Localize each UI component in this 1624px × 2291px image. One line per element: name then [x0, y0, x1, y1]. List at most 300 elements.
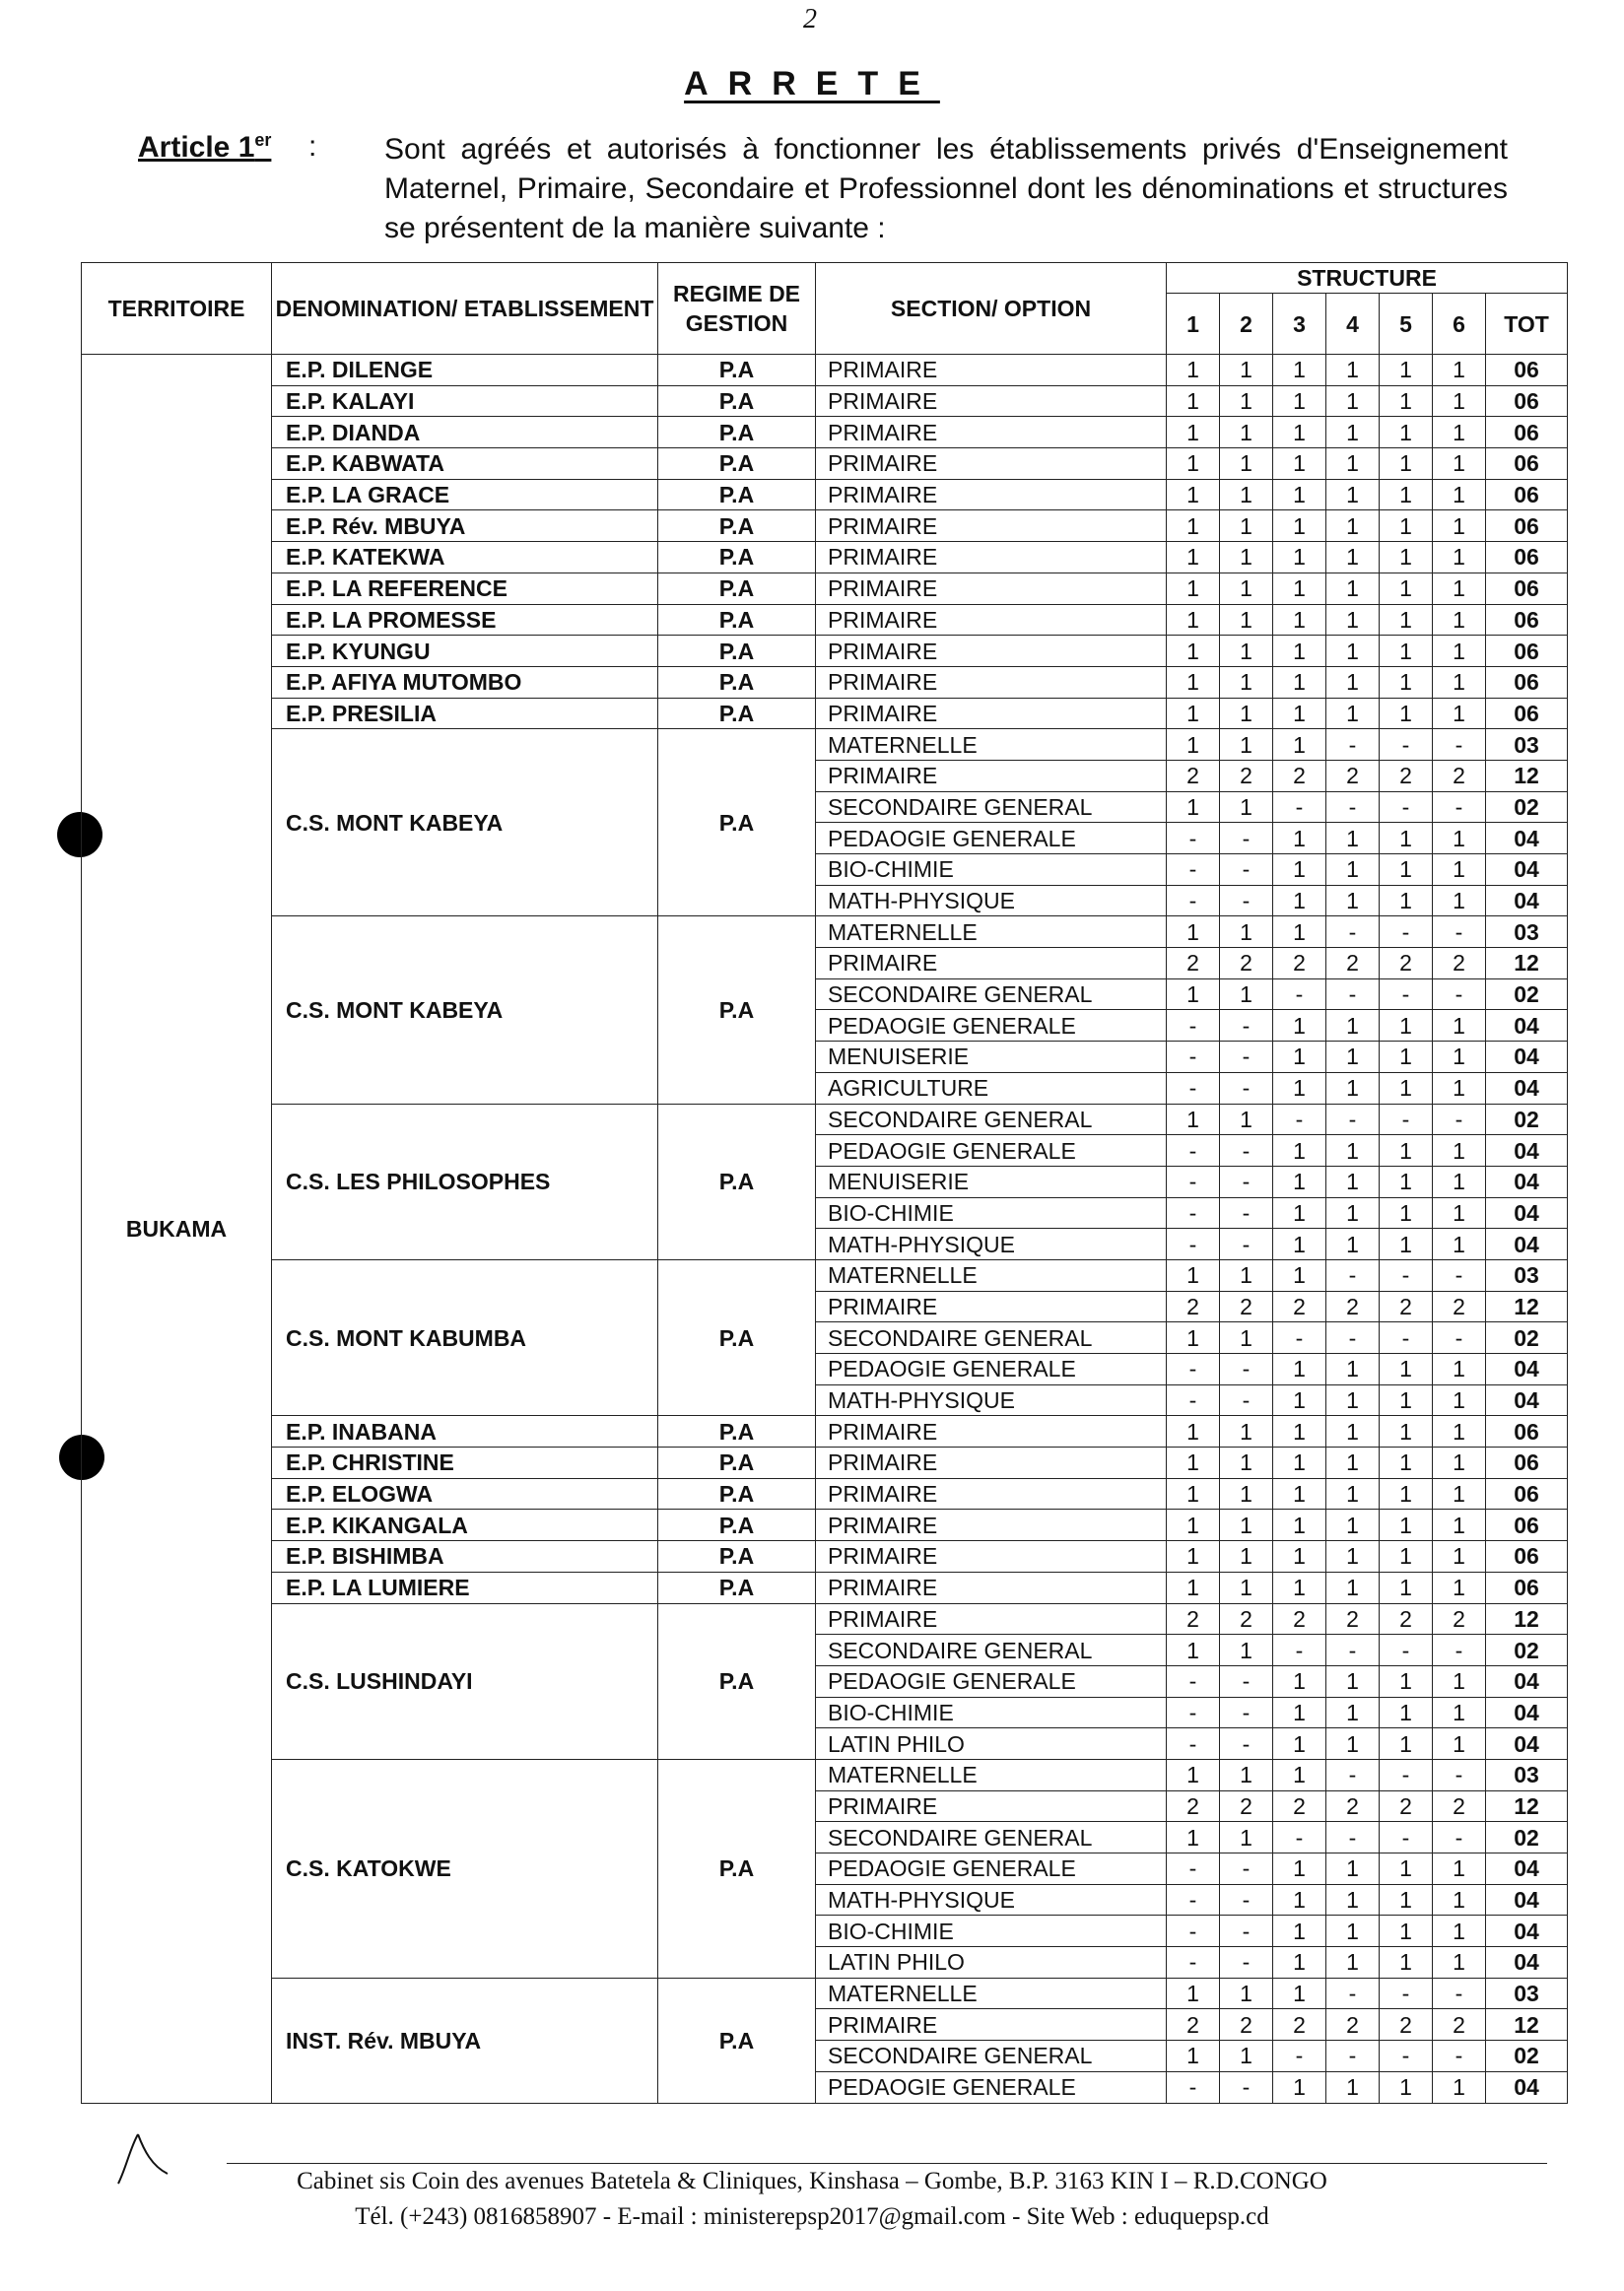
structure-cell: 1 — [1220, 1759, 1273, 1790]
structure-cell: 1 — [1220, 385, 1273, 417]
section-option-cell: SECONDAIRE GENERAL — [816, 1635, 1167, 1666]
structure-cell: - — [1167, 2071, 1220, 2103]
table-body — [82, 355, 1568, 2104]
structure-cell: - — [1273, 791, 1326, 823]
section-option-cell: PRIMAIRE — [816, 1541, 1167, 1573]
table-row — [82, 1259, 1568, 1291]
structure-cell: - — [1220, 1697, 1273, 1728]
structure-cell: - — [1220, 1884, 1273, 1916]
structure-cell: - — [1167, 1229, 1220, 1260]
structure-cell: 1 — [1326, 355, 1380, 386]
regime-cell: P.A — [658, 604, 816, 636]
structure-cell: 1 — [1167, 604, 1220, 636]
structure-cell: 1 — [1273, 1259, 1326, 1291]
structure-cell: 1 — [1220, 698, 1273, 729]
section-option-cell: BIO-CHIMIE — [816, 1916, 1167, 1947]
section-option-cell: PRIMAIRE — [816, 1448, 1167, 1479]
structure-cell: 1 — [1380, 885, 1433, 916]
structure-cell: 1 — [1220, 2041, 1273, 2072]
article-label-sup: er — [254, 130, 272, 150]
structure-cell: - — [1326, 2041, 1380, 2072]
table-row — [82, 355, 1568, 386]
structure-cell: 1 — [1433, 448, 1486, 480]
structure-cell: 1 — [1380, 1354, 1433, 1385]
structure-cell: 1 — [1273, 636, 1326, 667]
structure-cell: 1 — [1326, 1572, 1380, 1603]
structure-cell: - — [1273, 1104, 1326, 1135]
structure-cell: 1 — [1167, 1759, 1220, 1790]
structure-cell: 1 — [1380, 573, 1433, 604]
structure-cell: 1 — [1220, 978, 1273, 1010]
section-option-cell: LATIN PHILO — [816, 1728, 1167, 1760]
structure-cell: 1 — [1167, 1822, 1220, 1853]
structure-cell: 1 — [1220, 1416, 1273, 1448]
structure-cell: 2 — [1380, 1291, 1433, 1322]
structure-cell: 1 — [1433, 885, 1486, 916]
structure-cell: - — [1167, 885, 1220, 916]
structure-cell: 2 — [1167, 760, 1220, 791]
structure-cell: - — [1326, 1104, 1380, 1135]
structure-cell: - — [1326, 791, 1380, 823]
structure-cell: 1 — [1380, 1697, 1433, 1728]
structure-cell: 1 — [1433, 1697, 1486, 1728]
regime-cell: P.A — [658, 636, 816, 667]
structure-cell: - — [1220, 823, 1273, 854]
structure-cell: 1 — [1326, 1728, 1380, 1760]
structure-cell: 1 — [1380, 2071, 1433, 2103]
structure-cell: 1 — [1167, 573, 1220, 604]
header-col-6: 6 — [1433, 294, 1486, 355]
structure-cell: 2 — [1167, 1291, 1220, 1322]
structure-cell: 2 — [1220, 1291, 1273, 1322]
structure-cell: - — [1433, 2041, 1486, 2072]
section-option-cell: PRIMAIRE — [816, 1603, 1167, 1635]
regime-cell: P.A — [658, 916, 816, 1104]
structure-cell: 1 — [1167, 1104, 1220, 1135]
total-cell: 04 — [1486, 1947, 1568, 1979]
total-cell: 06 — [1486, 1478, 1568, 1510]
structure-cell: - — [1380, 1259, 1433, 1291]
structure-cell: 1 — [1433, 698, 1486, 729]
section-option-cell: MATH-PHYSIQUE — [816, 1884, 1167, 1916]
structure-cell: - — [1220, 1010, 1273, 1042]
section-option-cell: PRIMAIRE — [816, 355, 1167, 386]
total-cell: 04 — [1486, 1042, 1568, 1073]
section-option-cell: SECONDAIRE GENERAL — [816, 1822, 1167, 1853]
structure-cell: 1 — [1433, 2071, 1486, 2103]
structure-cell: - — [1380, 1635, 1433, 1666]
structure-cell: 1 — [1433, 1448, 1486, 1479]
structure-cell: 1 — [1167, 1541, 1220, 1573]
section-option-cell: BIO-CHIMIE — [816, 854, 1167, 886]
regime-cell: P.A — [658, 417, 816, 448]
structure-cell: - — [1433, 1759, 1486, 1790]
structure-cell: 1 — [1273, 1010, 1326, 1042]
structure-cell: 1 — [1167, 355, 1220, 386]
structure-cell: 1 — [1380, 542, 1433, 573]
structure-cell: - — [1433, 729, 1486, 761]
structure-cell: 1 — [1273, 1229, 1326, 1260]
section-option-cell: PRIMAIRE — [816, 542, 1167, 573]
header-col-1: 1 — [1167, 294, 1220, 355]
structure-cell: - — [1380, 1322, 1433, 1354]
structure-cell: - — [1220, 1072, 1273, 1104]
structure-cell: 1 — [1167, 791, 1220, 823]
structure-cell: 1 — [1433, 1541, 1486, 1573]
total-cell: 06 — [1486, 636, 1568, 667]
structure-cell: 1 — [1167, 1478, 1220, 1510]
table-row — [82, 1448, 1568, 1479]
section-option-cell: PRIMAIRE — [816, 636, 1167, 667]
structure-cell: 1 — [1433, 636, 1486, 667]
structure-cell: 1 — [1167, 1416, 1220, 1448]
structure-cell: 1 — [1167, 916, 1220, 948]
structure-cell: - — [1380, 1104, 1433, 1135]
structure-cell: 1 — [1380, 666, 1433, 698]
section-option-cell: MATERNELLE — [816, 1759, 1167, 1790]
structure-cell: 1 — [1326, 1510, 1380, 1541]
structure-cell: 1 — [1273, 1166, 1326, 1197]
structure-cell: 1 — [1433, 510, 1486, 542]
school-name-cell: E.P. LA LUMIERE — [272, 1572, 658, 1603]
section-option-cell: PRIMAIRE — [816, 1416, 1167, 1448]
structure-cell: 1 — [1326, 698, 1380, 729]
structure-cell: 1 — [1433, 1853, 1486, 1885]
structure-cell: - — [1433, 916, 1486, 948]
structure-cell: 1 — [1220, 1448, 1273, 1479]
structure-cell: 1 — [1433, 604, 1486, 636]
regime-cell: P.A — [658, 1416, 816, 1448]
total-cell: 12 — [1486, 1603, 1568, 1635]
structure-cell: 1 — [1433, 542, 1486, 573]
structure-cell: - — [1326, 916, 1380, 948]
structure-cell: 2 — [1433, 2009, 1486, 2041]
school-name-cell: E.P. LA PROMESSE — [272, 604, 658, 636]
structure-cell: - — [1380, 978, 1433, 1010]
regime-cell: P.A — [658, 666, 816, 698]
structure-cell: 1 — [1273, 604, 1326, 636]
header-col-3: 3 — [1273, 294, 1326, 355]
regime-cell: P.A — [658, 448, 816, 480]
school-name-cell: E.P. KATEKWA — [272, 542, 658, 573]
structure-cell: 1 — [1220, 573, 1273, 604]
structure-cell: 2 — [1380, 2009, 1433, 2041]
structure-cell: 2 — [1326, 1603, 1380, 1635]
structure-cell: 1 — [1167, 448, 1220, 480]
total-cell: 12 — [1486, 760, 1568, 791]
total-cell: 04 — [1486, 1072, 1568, 1104]
section-option-cell: BIO-CHIMIE — [816, 1197, 1167, 1229]
total-cell: 04 — [1486, 1884, 1568, 1916]
structure-cell: 1 — [1220, 1259, 1273, 1291]
structure-cell: 1 — [1273, 510, 1326, 542]
total-cell: 06 — [1486, 1572, 1568, 1603]
structure-cell: - — [1273, 978, 1326, 1010]
total-cell: 03 — [1486, 1759, 1568, 1790]
table-row — [82, 698, 1568, 729]
table-row — [82, 1541, 1568, 1573]
structure-cell: - — [1220, 1042, 1273, 1073]
total-cell: 04 — [1486, 1135, 1568, 1167]
structure-cell: 1 — [1380, 1416, 1433, 1448]
structure-cell: - — [1380, 729, 1433, 761]
total-cell: 06 — [1486, 1416, 1568, 1448]
structure-cell: 1 — [1433, 823, 1486, 854]
regime-cell: P.A — [658, 1603, 816, 1759]
structure-cell: 1 — [1326, 1010, 1380, 1042]
table-row — [82, 1104, 1568, 1135]
structure-cell: 1 — [1380, 1197, 1433, 1229]
section-option-cell: PEDAOGIE GENERALE — [816, 1135, 1167, 1167]
total-cell: 06 — [1486, 385, 1568, 417]
article-text: Sont agréés et autorisés à fonctionner les établissements privés d'Enseignement Maternel, Primaire, Secondaire et Professionnel dont les dénominations et structures se présentent de la manière suivante : — [384, 133, 1508, 244]
structure-cell: 1 — [1326, 1072, 1380, 1104]
structure-cell: 1 — [1326, 2071, 1380, 2103]
structure-cell: 2 — [1433, 948, 1486, 979]
structure-cell: 1 — [1326, 1416, 1380, 1448]
regime-cell: P.A — [658, 573, 816, 604]
structure-cell: - — [1326, 1322, 1380, 1354]
structure-cell: 1 — [1273, 916, 1326, 948]
school-name-cell: E.P. CHRISTINE — [272, 1448, 658, 1479]
total-cell: 06 — [1486, 1541, 1568, 1573]
total-cell: 04 — [1486, 1384, 1568, 1416]
structure-cell: 2 — [1273, 2009, 1326, 2041]
section-option-cell: SECONDAIRE GENERAL — [816, 1104, 1167, 1135]
structure-cell: 1 — [1380, 1665, 1433, 1697]
structure-cell: 1 — [1433, 1354, 1486, 1385]
structure-cell: 2 — [1326, 1291, 1380, 1322]
structure-cell: - — [1167, 1728, 1220, 1760]
structure-cell: 1 — [1220, 510, 1273, 542]
structure-cell: 1 — [1380, 355, 1433, 386]
structure-cell: 1 — [1167, 978, 1220, 1010]
structure-cell: 1 — [1273, 448, 1326, 480]
total-cell: 06 — [1486, 573, 1568, 604]
structure-cell: 1 — [1273, 854, 1326, 886]
school-name-cell: E.P. LA REFERENCE — [272, 573, 658, 604]
table-row — [82, 1510, 1568, 1541]
structure-cell: 2 — [1273, 1603, 1326, 1635]
table-row — [82, 1759, 1568, 1790]
structure-cell: 1 — [1326, 666, 1380, 698]
total-cell: 03 — [1486, 1978, 1568, 2009]
structure-cell: 1 — [1326, 1541, 1380, 1573]
structure-cell: 1 — [1167, 636, 1220, 667]
school-name-cell: C.S. LES PHILOSOPHES — [272, 1104, 658, 1259]
total-cell: 04 — [1486, 1697, 1568, 1728]
structure-cell: 2 — [1273, 1790, 1326, 1822]
structure-cell: 1 — [1433, 666, 1486, 698]
structure-cell: 1 — [1380, 1541, 1433, 1573]
structure-cell: 1 — [1326, 1916, 1380, 1947]
structure-cell: - — [1433, 1322, 1486, 1354]
total-cell: 06 — [1486, 542, 1568, 573]
structure-cell: 1 — [1380, 1728, 1433, 1760]
section-option-cell: PRIMAIRE — [816, 1510, 1167, 1541]
section-option-cell: PRIMAIRE — [816, 479, 1167, 510]
structure-cell: 1 — [1380, 823, 1433, 854]
structure-cell: 1 — [1380, 448, 1433, 480]
structure-cell: 1 — [1273, 1042, 1326, 1073]
table-row — [82, 1478, 1568, 1510]
section-option-cell: PRIMAIRE — [816, 948, 1167, 979]
structure-cell: 1 — [1220, 666, 1273, 698]
school-name-cell: E.P. KIKANGALA — [272, 1510, 658, 1541]
total-cell: 06 — [1486, 698, 1568, 729]
structure-cell: 1 — [1380, 510, 1433, 542]
article-label — [138, 130, 271, 165]
section-option-cell: PEDAOGIE GENERALE — [816, 2071, 1167, 2103]
structure-cell: 1 — [1380, 1384, 1433, 1416]
structure-cell: 1 — [1433, 1572, 1486, 1603]
structure-cell: 1 — [1273, 1354, 1326, 1385]
structure-cell: 1 — [1273, 823, 1326, 854]
schools-table — [81, 262, 1568, 2104]
structure-cell: - — [1167, 1166, 1220, 1197]
section-option-cell: PRIMAIRE — [816, 510, 1167, 542]
structure-cell: - — [1380, 791, 1433, 823]
structure-cell: - — [1380, 2041, 1433, 2072]
structure-cell: 1 — [1220, 1541, 1273, 1573]
structure-cell: 1 — [1380, 479, 1433, 510]
structure-cell: 1 — [1220, 1635, 1273, 1666]
regime-cell: P.A — [658, 1448, 816, 1479]
structure-cell: 1 — [1273, 1478, 1326, 1510]
structure-cell: 2 — [1167, 2009, 1220, 2041]
structure-cell: 2 — [1167, 948, 1220, 979]
table-row — [82, 417, 1568, 448]
structure-cell: - — [1220, 1166, 1273, 1197]
structure-cell: 2 — [1220, 1790, 1273, 1822]
document-title: ARRETE — [684, 65, 940, 102]
table-row — [82, 604, 1568, 636]
total-cell: 04 — [1486, 823, 1568, 854]
structure-cell: 1 — [1380, 1947, 1433, 1979]
structure-cell: 1 — [1433, 1665, 1486, 1697]
structure-cell: - — [1167, 1665, 1220, 1697]
section-option-cell: MENUISERIE — [816, 1166, 1167, 1197]
header-territoire: TERRITOIRE — [82, 263, 272, 355]
regime-cell: P.A — [658, 510, 816, 542]
structure-cell: 1 — [1220, 916, 1273, 948]
structure-cell: 1 — [1326, 1042, 1380, 1073]
structure-cell: 1 — [1220, 417, 1273, 448]
regime-cell: P.A — [658, 1104, 816, 1259]
structure-cell: - — [1167, 1135, 1220, 1167]
structure-cell: - — [1167, 1072, 1220, 1104]
section-option-cell: SECONDAIRE GENERAL — [816, 978, 1167, 1010]
structure-cell: 1 — [1273, 355, 1326, 386]
structure-cell: 1 — [1326, 1354, 1380, 1385]
structure-cell: 1 — [1380, 385, 1433, 417]
structure-cell: 1 — [1433, 1042, 1486, 1073]
territoire-cell: BUKAMA — [82, 355, 272, 2104]
total-cell: 02 — [1486, 1822, 1568, 1853]
article-colon: : — [308, 130, 317, 163]
structure-cell: 1 — [1273, 1572, 1326, 1603]
structure-cell: 2 — [1220, 1603, 1273, 1635]
structure-cell: 1 — [1433, 1478, 1486, 1510]
structure-cell: 1 — [1273, 1072, 1326, 1104]
total-cell: 04 — [1486, 1229, 1568, 1260]
regime-cell: P.A — [658, 1572, 816, 1603]
structure-cell: - — [1273, 1322, 1326, 1354]
structure-cell: 1 — [1273, 417, 1326, 448]
total-cell: 02 — [1486, 978, 1568, 1010]
structure-cell: 1 — [1326, 1197, 1380, 1229]
structure-cell: 1 — [1433, 1072, 1486, 1104]
structure-cell: - — [1220, 885, 1273, 916]
structure-cell: 1 — [1326, 1229, 1380, 1260]
section-option-cell: PRIMAIRE — [816, 1572, 1167, 1603]
total-cell: 06 — [1486, 1448, 1568, 1479]
section-option-cell: MATERNELLE — [816, 916, 1167, 948]
structure-cell: 1 — [1326, 542, 1380, 573]
structure-cell: 1 — [1380, 1884, 1433, 1916]
table-row — [82, 666, 1568, 698]
school-name-cell: C.S. KATOKWE — [272, 1759, 658, 1978]
regime-cell: P.A — [658, 698, 816, 729]
footer-contact: Tél. (+243) 0816858907 - E-mail : ministerepsp2017@gmail.com - Site Web : eduquepsp.cd — [355, 2203, 1269, 2230]
structure-cell: 1 — [1167, 1510, 1220, 1541]
structure-cell: 1 — [1380, 1166, 1433, 1197]
total-cell: 04 — [1486, 1665, 1568, 1697]
section-option-cell: PRIMAIRE — [816, 666, 1167, 698]
structure-cell: 1 — [1380, 1042, 1433, 1073]
structure-cell: 1 — [1326, 479, 1380, 510]
total-cell: 04 — [1486, 854, 1568, 886]
structure-cell: 1 — [1167, 1448, 1220, 1479]
structure-cell: 1 — [1380, 1135, 1433, 1167]
structure-cell: - — [1326, 729, 1380, 761]
structure-cell: 1 — [1433, 1384, 1486, 1416]
structure-cell: 1 — [1273, 542, 1326, 573]
structure-cell: - — [1380, 1822, 1433, 1853]
structure-cell: 1 — [1220, 1478, 1273, 1510]
section-option-cell: PRIMAIRE — [816, 385, 1167, 417]
structure-cell: 1 — [1220, 729, 1273, 761]
structure-cell: 1 — [1326, 417, 1380, 448]
structure-cell: - — [1167, 1884, 1220, 1916]
structure-cell: 1 — [1167, 479, 1220, 510]
table-row — [82, 636, 1568, 667]
total-cell: 03 — [1486, 1259, 1568, 1291]
header-col-2: 2 — [1220, 294, 1273, 355]
school-name-cell: C.S. MONT KABEYA — [272, 916, 658, 1104]
header-col-4: 4 — [1326, 294, 1380, 355]
structure-cell: - — [1326, 1635, 1380, 1666]
school-name-cell: E.P. DILENGE — [272, 355, 658, 386]
structure-cell: - — [1273, 2041, 1326, 2072]
structure-cell: - — [1433, 1822, 1486, 1853]
structure-cell: 2 — [1380, 760, 1433, 791]
structure-cell: - — [1273, 1822, 1326, 1853]
total-cell: 02 — [1486, 1104, 1568, 1135]
structure-cell: - — [1380, 1978, 1433, 2009]
structure-cell: 1 — [1167, 1572, 1220, 1603]
table-row — [82, 1572, 1568, 1603]
structure-cell: 1 — [1326, 385, 1380, 417]
structure-cell: 2 — [1167, 1603, 1220, 1635]
structure-cell: 1 — [1167, 1978, 1220, 2009]
school-name-cell: INST. Rév. MBUYA — [272, 1978, 658, 2103]
regime-cell: P.A — [658, 1541, 816, 1573]
structure-cell: 1 — [1326, 1478, 1380, 1510]
structure-cell: - — [1220, 2071, 1273, 2103]
structure-cell: 1 — [1220, 1572, 1273, 1603]
section-option-cell: PEDAOGIE GENERALE — [816, 1010, 1167, 1042]
